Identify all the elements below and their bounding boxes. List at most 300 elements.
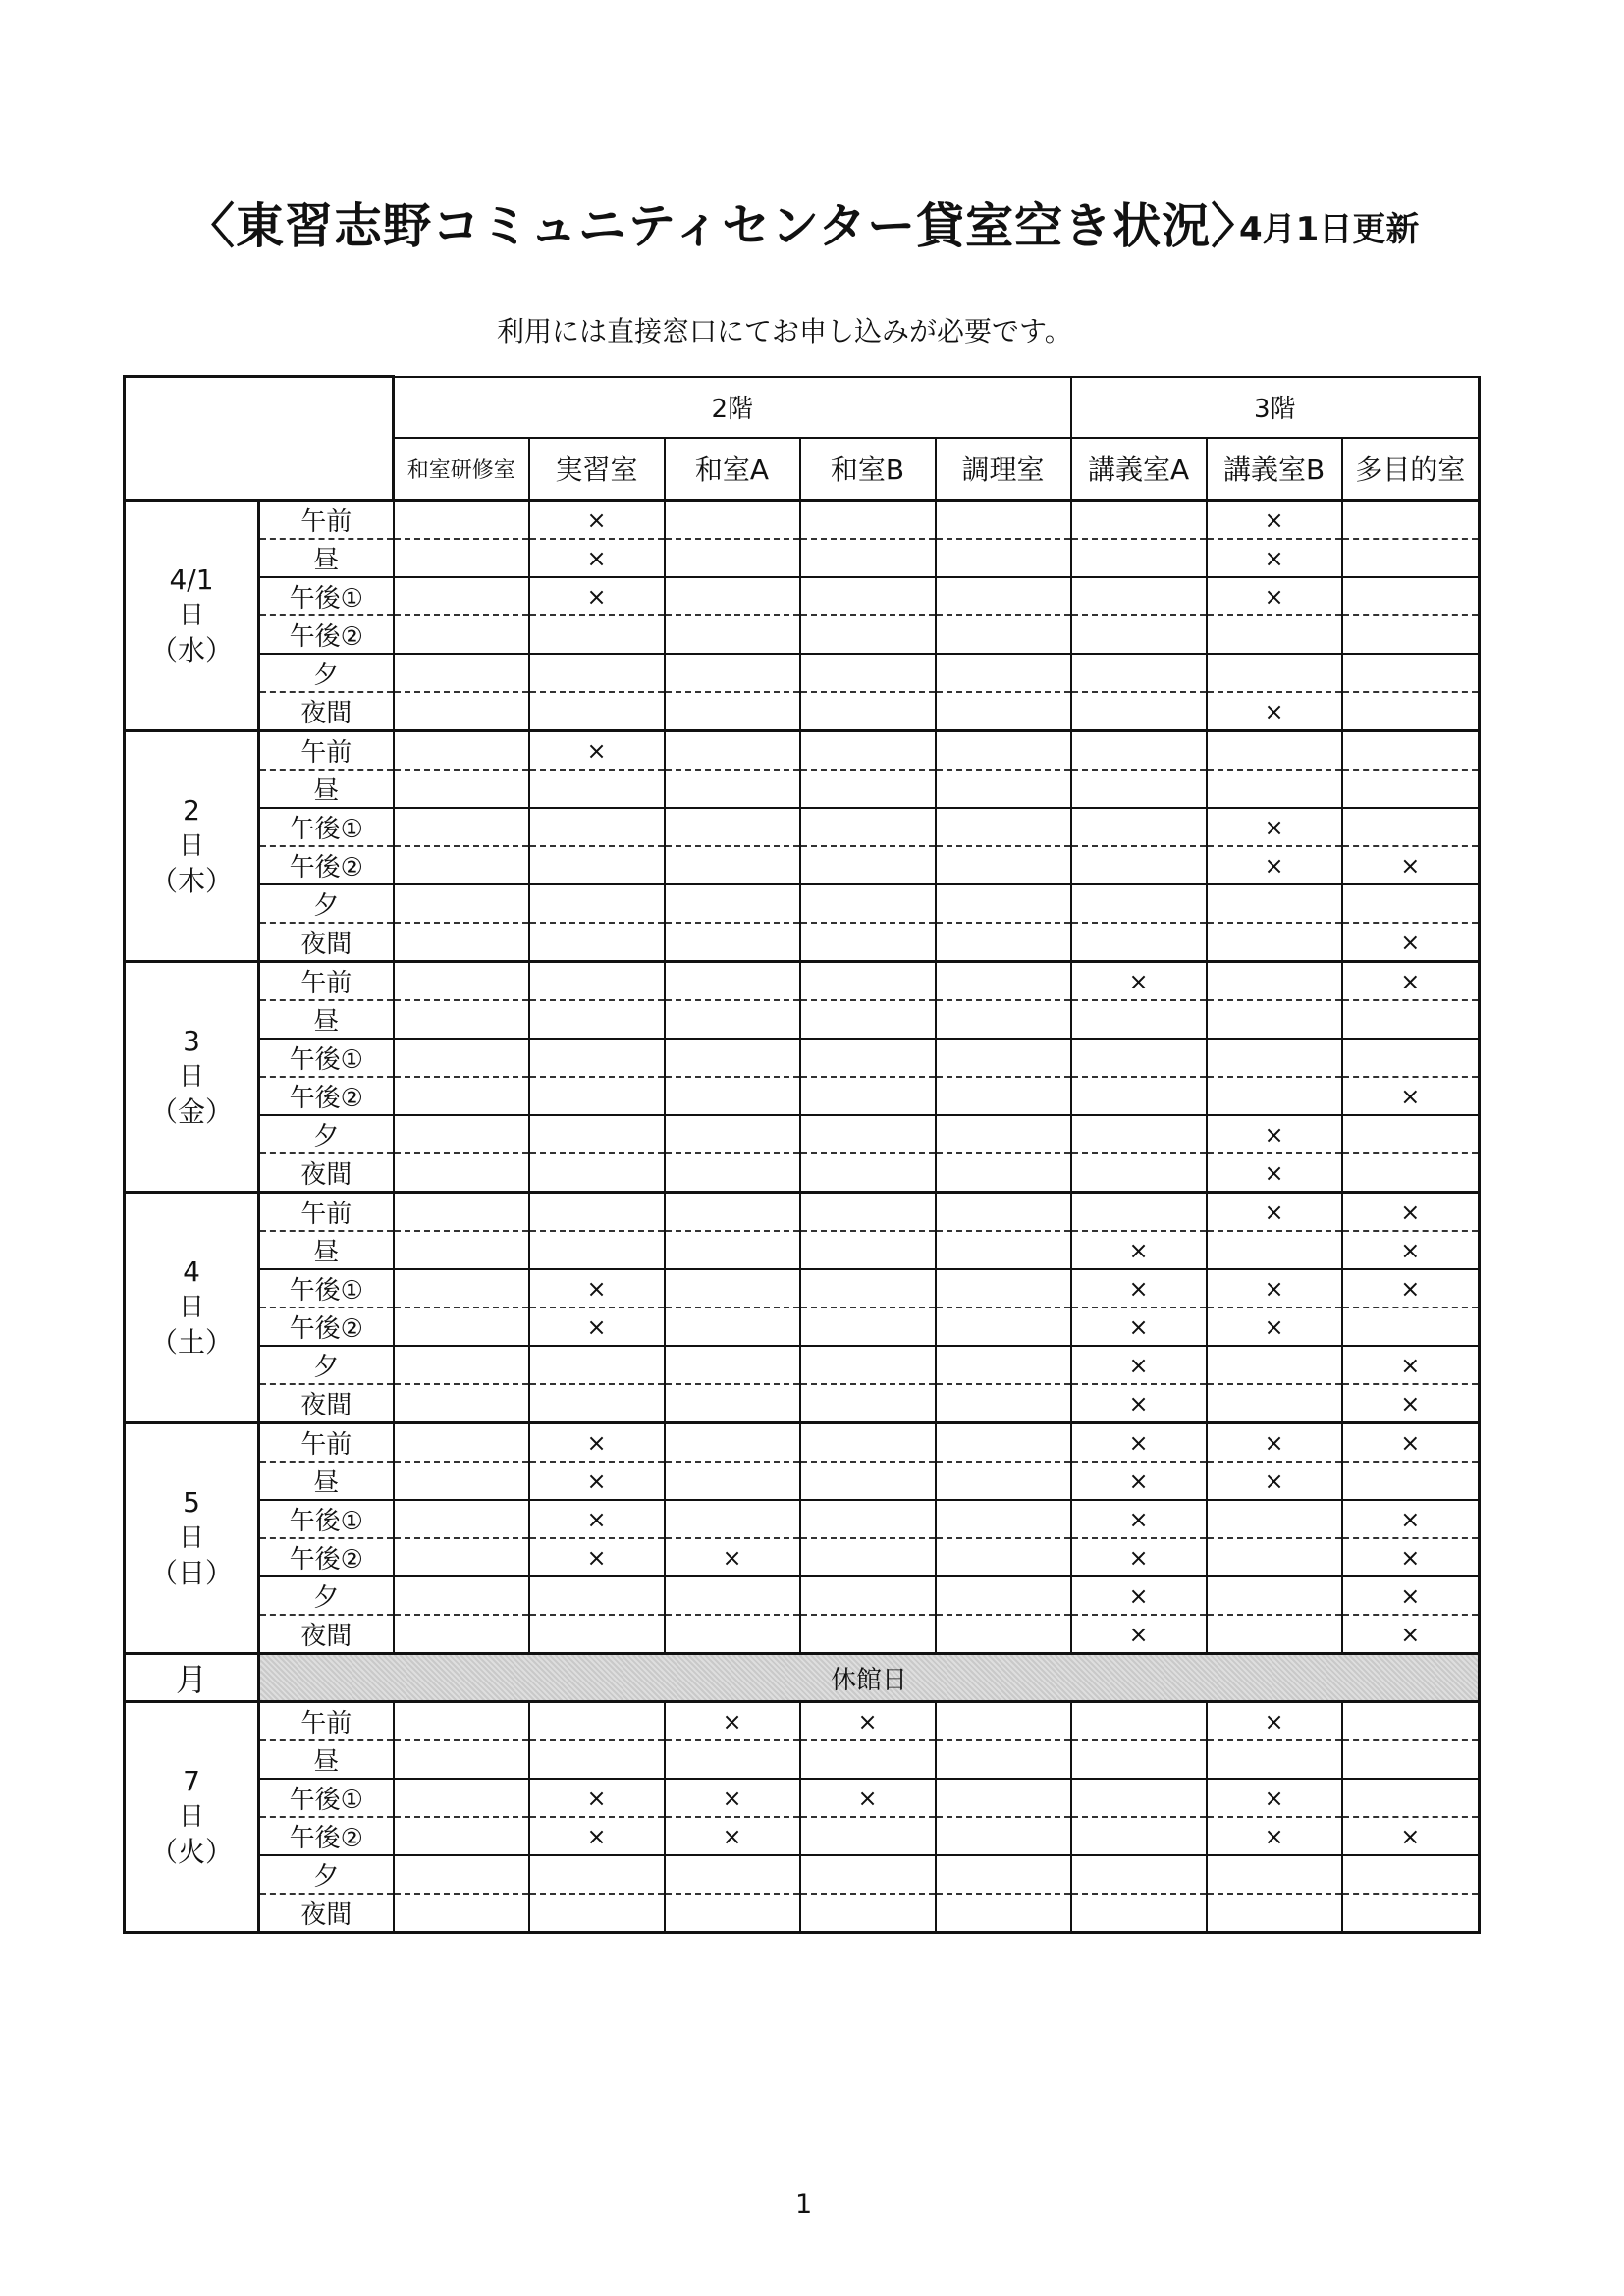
- slot-jisshu: [529, 1000, 665, 1039]
- slot-washitsu-b: [800, 1423, 936, 1463]
- slot-washitsu-kenshu: [394, 923, 529, 962]
- slot-jisshu: [529, 1576, 665, 1615]
- closed-day-label: 休館日: [259, 1654, 1480, 1702]
- period-label: 午後①: [259, 1500, 394, 1538]
- slot-chori: [936, 1269, 1071, 1308]
- period-label: 夕: [259, 654, 394, 692]
- booked-mark-jisshu: ×: [529, 1538, 665, 1576]
- slot-kogi-b: [1207, 1500, 1342, 1538]
- schedule-row: [125, 615, 1480, 654]
- slot-washitsu-b: [800, 1231, 936, 1269]
- booked-mark-jisshu: ×: [529, 577, 665, 615]
- slot-washitsu-a: [665, 1615, 800, 1654]
- slot-kogi-b: [1207, 1000, 1342, 1039]
- slot-washitsu-kenshu: [394, 1894, 529, 1933]
- floor-2-header: 2階: [394, 377, 1071, 438]
- booked-mark-tamokuteki: ×: [1342, 1077, 1480, 1115]
- day-date: 7: [183, 1765, 200, 1797]
- day-date: 4/1: [169, 563, 214, 596]
- schedule-row: [125, 654, 1480, 692]
- schedule-row: [125, 846, 1480, 884]
- slot-tamokuteki: [1342, 1740, 1480, 1779]
- slot-jisshu: [529, 884, 665, 923]
- slot-washitsu-a: [665, 1231, 800, 1269]
- period-label: 午前: [259, 731, 394, 771]
- slot-kogi-b: [1207, 923, 1342, 962]
- slot-washitsu-kenshu: [394, 731, 529, 771]
- slot-chori: [936, 1817, 1071, 1855]
- booked-mark-jisshu: ×: [529, 1269, 665, 1308]
- day-weekday: （金）: [149, 1095, 233, 1128]
- slot-washitsu-a: [665, 1077, 800, 1115]
- booked-mark-jisshu: ×: [529, 1779, 665, 1817]
- slot-tamokuteki: [1342, 1308, 1480, 1346]
- slot-chori: [936, 654, 1071, 692]
- slot-tamokuteki: [1342, 1153, 1480, 1193]
- slot-washitsu-b: [800, 1576, 936, 1615]
- period-label: 昼: [259, 1740, 394, 1779]
- period-label: 午前: [259, 1193, 394, 1232]
- slot-kogi-a: [1071, 1894, 1207, 1933]
- schedule-row: [125, 1039, 1480, 1077]
- room-header-washitsu-kenshu: 和室研修室: [394, 438, 529, 501]
- slot-washitsu-a: [665, 1193, 800, 1232]
- room-header-tamokuteki: 多目的室: [1342, 438, 1480, 501]
- slot-kogi-a: [1071, 808, 1207, 846]
- slot-washitsu-a: [665, 1855, 800, 1894]
- booked-mark-kogi-b: ×: [1207, 692, 1342, 731]
- period-label: 午前: [259, 962, 394, 1001]
- booked-mark-washitsu-b: ×: [800, 1702, 936, 1741]
- period-label: 夕: [259, 1115, 394, 1153]
- slot-washitsu-a: [665, 1000, 800, 1039]
- slot-kogi-a: [1071, 577, 1207, 615]
- booked-mark-kogi-a: ×: [1071, 1576, 1207, 1615]
- slot-washitsu-kenshu: [394, 1423, 529, 1463]
- schedule-row: [125, 1894, 1480, 1933]
- slot-kogi-a: [1071, 692, 1207, 731]
- booked-mark-kogi-b: ×: [1207, 1308, 1342, 1346]
- booked-mark-kogi-a: ×: [1071, 1500, 1207, 1538]
- slot-washitsu-a: [665, 1153, 800, 1193]
- slot-washitsu-kenshu: [394, 1740, 529, 1779]
- slot-kogi-b: [1207, 884, 1342, 923]
- day-weekday: （日）: [149, 1557, 233, 1589]
- day-unit: 日: [178, 601, 204, 630]
- slot-washitsu-kenshu: [394, 1231, 529, 1269]
- booked-mark-kogi-a: ×: [1071, 1269, 1207, 1308]
- slot-washitsu-b: [800, 1193, 936, 1232]
- slot-chori: [936, 731, 1071, 771]
- slot-washitsu-kenshu: [394, 1779, 529, 1817]
- slot-jisshu: [529, 1346, 665, 1384]
- slot-washitsu-a: [665, 1894, 800, 1933]
- period-label: 夜間: [259, 692, 394, 731]
- slot-chori: [936, 1855, 1071, 1894]
- slot-kogi-a: [1071, 884, 1207, 923]
- slot-tamokuteki: [1342, 501, 1480, 540]
- slot-jisshu: [529, 1039, 665, 1077]
- schedule-row: [125, 1269, 1480, 1308]
- slot-washitsu-kenshu: [394, 770, 529, 808]
- slot-washitsu-b: [800, 1308, 936, 1346]
- slot-kogi-b: [1207, 1576, 1342, 1615]
- slot-chori: [936, 808, 1071, 846]
- slot-washitsu-kenshu: [394, 962, 529, 1001]
- slot-kogi-a: [1071, 1115, 1207, 1153]
- slot-kogi-a: [1071, 731, 1207, 771]
- period-label: 夕: [259, 1346, 394, 1384]
- slot-kogi-b: [1207, 654, 1342, 692]
- booked-mark-tamokuteki: ×: [1342, 1817, 1480, 1855]
- slot-washitsu-kenshu: [394, 654, 529, 692]
- slot-chori: [936, 1538, 1071, 1576]
- period-label: 昼: [259, 539, 394, 577]
- slot-kogi-a: [1071, 1779, 1207, 1817]
- slot-chori: [936, 884, 1071, 923]
- slot-jisshu: [529, 808, 665, 846]
- booked-mark-jisshu: ×: [529, 1308, 665, 1346]
- slot-washitsu-b: [800, 770, 936, 808]
- schedule-row: [125, 770, 1480, 808]
- slot-washitsu-kenshu: [394, 1153, 529, 1193]
- slot-chori: [936, 1039, 1071, 1077]
- period-label: 夜間: [259, 1384, 394, 1423]
- slot-washitsu-b: [800, 1077, 936, 1115]
- slot-washitsu-a: [665, 615, 800, 654]
- slot-chori: [936, 1462, 1071, 1500]
- schedule-row: [125, 539, 1480, 577]
- slot-washitsu-b: [800, 1740, 936, 1779]
- closed-day-row: [125, 1654, 1480, 1702]
- period-label: 夜間: [259, 1894, 394, 1933]
- slot-washitsu-a: [665, 577, 800, 615]
- booked-mark-kogi-a: ×: [1071, 1308, 1207, 1346]
- slot-kogi-b: [1207, 770, 1342, 808]
- period-label: 夜間: [259, 923, 394, 962]
- slot-kogi-a: [1071, 654, 1207, 692]
- slot-washitsu-a: [665, 1740, 800, 1779]
- slot-jisshu: [529, 923, 665, 962]
- day-weekday: （木）: [149, 865, 233, 897]
- slot-washitsu-b: [800, 577, 936, 615]
- period-label: 夜間: [259, 1615, 394, 1654]
- slot-kogi-a: [1071, 923, 1207, 962]
- slot-tamokuteki: [1342, 615, 1480, 654]
- booked-mark-kogi-b: ×: [1207, 1462, 1342, 1500]
- slot-washitsu-a: [665, 884, 800, 923]
- booked-mark-kogi-a: ×: [1071, 1615, 1207, 1654]
- period-label: 昼: [259, 770, 394, 808]
- slot-jisshu: [529, 1894, 665, 1933]
- slot-tamokuteki: [1342, 539, 1480, 577]
- room-header-washitsu-b: 和室B: [800, 438, 936, 501]
- schedule-row: [125, 1702, 1480, 1741]
- booked-mark-jisshu: ×: [529, 1462, 665, 1500]
- day-unit: 日: [178, 1293, 204, 1322]
- slot-washitsu-b: [800, 1538, 936, 1576]
- slot-washitsu-a: [665, 923, 800, 962]
- update-date: 4月1日更新: [1239, 210, 1420, 249]
- slot-washitsu-a: [665, 1384, 800, 1423]
- period-label: 夕: [259, 1855, 394, 1894]
- day-label-cell: [125, 1193, 259, 1423]
- day-label-cell: [125, 1702, 259, 1933]
- period-label: 午後①: [259, 1269, 394, 1308]
- slot-washitsu-kenshu: [394, 1077, 529, 1115]
- slot-washitsu-kenshu: [394, 1115, 529, 1153]
- slot-jisshu: [529, 1615, 665, 1654]
- booked-mark-tamokuteki: ×: [1342, 1615, 1480, 1654]
- schedule-row: [125, 1576, 1480, 1615]
- slot-chori: [936, 962, 1071, 1001]
- period-label: 午後②: [259, 1817, 394, 1855]
- booked-mark-kogi-a: ×: [1071, 1384, 1207, 1423]
- day-unit: 日: [178, 831, 204, 861]
- slot-jisshu: [529, 1702, 665, 1741]
- room-header-jisshu: 実習室: [529, 438, 665, 501]
- period-label: 午後①: [259, 808, 394, 846]
- slot-jisshu: [529, 1384, 665, 1423]
- booked-mark-kogi-b: ×: [1207, 1153, 1342, 1193]
- slot-kogi-a: [1071, 1077, 1207, 1115]
- slot-kogi-b: [1207, 1384, 1342, 1423]
- booked-mark-tamokuteki: ×: [1342, 1384, 1480, 1423]
- slot-washitsu-kenshu: [394, 501, 529, 540]
- day-date: 4: [183, 1255, 200, 1288]
- closed-day-month-label: 月: [125, 1654, 259, 1702]
- slot-jisshu: [529, 654, 665, 692]
- room-header-chori: 調理室: [936, 438, 1071, 501]
- schedule-row: [125, 1855, 1480, 1894]
- slot-washitsu-b: [800, 1615, 936, 1654]
- slot-tamokuteki: [1342, 1462, 1480, 1500]
- slot-washitsu-kenshu: [394, 1500, 529, 1538]
- slot-tamokuteki: [1342, 1702, 1480, 1741]
- period-label: 午後②: [259, 846, 394, 884]
- booked-mark-kogi-b: ×: [1207, 1423, 1342, 1463]
- slot-chori: [936, 577, 1071, 615]
- schedule-row: [125, 1423, 1480, 1463]
- period-label: 昼: [259, 1462, 394, 1500]
- slot-washitsu-a: [665, 1115, 800, 1153]
- booked-mark-jisshu: ×: [529, 731, 665, 771]
- booked-mark-kogi-b: ×: [1207, 1779, 1342, 1817]
- room-header-washitsu-a: 和室A: [665, 438, 800, 501]
- slot-washitsu-kenshu: [394, 1384, 529, 1423]
- slot-chori: [936, 1308, 1071, 1346]
- slot-washitsu-kenshu: [394, 884, 529, 923]
- day-date: 5: [183, 1486, 200, 1519]
- booked-mark-kogi-b: ×: [1207, 1193, 1342, 1232]
- schedule-row: [125, 1308, 1480, 1346]
- slot-chori: [936, 1500, 1071, 1538]
- slot-washitsu-b: [800, 1346, 936, 1384]
- slot-jisshu: [529, 1740, 665, 1779]
- slot-washitsu-b: [800, 654, 936, 692]
- period-label: 午後①: [259, 1039, 394, 1077]
- slot-washitsu-kenshu: [394, 1615, 529, 1654]
- slot-washitsu-kenshu: [394, 1193, 529, 1232]
- slot-washitsu-b: [800, 962, 936, 1001]
- period-label: 午後②: [259, 1308, 394, 1346]
- booked-mark-tamokuteki: ×: [1342, 962, 1480, 1001]
- slot-washitsu-a: [665, 846, 800, 884]
- slot-kogi-a: [1071, 1193, 1207, 1232]
- schedule-row: [125, 1615, 1480, 1654]
- slot-chori: [936, 1702, 1071, 1741]
- page-title: 〈東習志野コミュニティセンター貸室空き状況〉: [187, 198, 1261, 254]
- schedule-row: [125, 1000, 1480, 1039]
- schedule-row: [125, 1346, 1480, 1384]
- slot-kogi-a: [1071, 1039, 1207, 1077]
- booked-mark-jisshu: ×: [529, 1817, 665, 1855]
- slot-chori: [936, 1077, 1071, 1115]
- booked-mark-kogi-b: ×: [1207, 1269, 1342, 1308]
- slot-chori: [936, 923, 1071, 962]
- schedule-row: [125, 1779, 1480, 1817]
- slot-washitsu-a: [665, 1423, 800, 1463]
- slot-kogi-b: [1207, 1855, 1342, 1894]
- slot-chori: [936, 846, 1071, 884]
- slot-washitsu-a: [665, 1308, 800, 1346]
- booked-mark-tamokuteki: ×: [1342, 1269, 1480, 1308]
- slot-washitsu-a: [665, 1500, 800, 1538]
- slot-washitsu-kenshu: [394, 1576, 529, 1615]
- room-header-kogi-b: 講義室B: [1207, 438, 1342, 501]
- slot-chori: [936, 1894, 1071, 1933]
- slot-washitsu-a: [665, 1269, 800, 1308]
- slot-washitsu-kenshu: [394, 846, 529, 884]
- slot-kogi-a: [1071, 1740, 1207, 1779]
- slot-washitsu-kenshu: [394, 615, 529, 654]
- slot-kogi-a: [1071, 1153, 1207, 1193]
- slot-kogi-a: [1071, 501, 1207, 540]
- slot-tamokuteki: [1342, 1000, 1480, 1039]
- slot-chori: [936, 1576, 1071, 1615]
- slot-chori: [936, 1193, 1071, 1232]
- slot-kogi-a: [1071, 1817, 1207, 1855]
- period-label: 午前: [259, 501, 394, 540]
- schedule-row: [125, 692, 1480, 731]
- slot-washitsu-a: [665, 692, 800, 731]
- slot-jisshu: [529, 615, 665, 654]
- slot-kogi-b: [1207, 1346, 1342, 1384]
- booked-mark-washitsu-a: ×: [665, 1779, 800, 1817]
- schedule-row: [125, 1538, 1480, 1576]
- slot-kogi-a: [1071, 846, 1207, 884]
- slot-washitsu-b: [800, 731, 936, 771]
- slot-washitsu-b: [800, 1115, 936, 1153]
- booked-mark-tamokuteki: ×: [1342, 1538, 1480, 1576]
- slot-chori: [936, 1615, 1071, 1654]
- slot-chori: [936, 1779, 1071, 1817]
- slot-chori: [936, 1423, 1071, 1463]
- day-unit: 日: [178, 1523, 204, 1553]
- booked-mark-kogi-b: ×: [1207, 1817, 1342, 1855]
- booked-mark-washitsu-a: ×: [665, 1538, 800, 1576]
- slot-chori: [936, 1384, 1071, 1423]
- booked-mark-kogi-b: ×: [1207, 1115, 1342, 1153]
- booked-mark-kogi-b: ×: [1207, 846, 1342, 884]
- slot-washitsu-a: [665, 654, 800, 692]
- booked-mark-kogi-b: ×: [1207, 577, 1342, 615]
- slot-washitsu-kenshu: [394, 1702, 529, 1741]
- schedule-row: [125, 1384, 1480, 1423]
- slot-kogi-b: [1207, 962, 1342, 1001]
- slot-chori: [936, 1740, 1071, 1779]
- slot-washitsu-a: [665, 539, 800, 577]
- day-weekday: （土）: [149, 1326, 233, 1359]
- period-label: 午後①: [259, 577, 394, 615]
- slot-washitsu-b: [800, 692, 936, 731]
- slot-washitsu-a: [665, 1576, 800, 1615]
- slot-washitsu-kenshu: [394, 1817, 529, 1855]
- booked-mark-kogi-a: ×: [1071, 1346, 1207, 1384]
- slot-washitsu-kenshu: [394, 1346, 529, 1384]
- schedule-row: [125, 577, 1480, 615]
- booked-mark-kogi-b: ×: [1207, 1702, 1342, 1741]
- booked-mark-kogi-b: ×: [1207, 808, 1342, 846]
- slot-washitsu-b: [800, 539, 936, 577]
- slot-kogi-b: [1207, 1740, 1342, 1779]
- period-label: 午前: [259, 1702, 394, 1741]
- slot-washitsu-kenshu: [394, 1538, 529, 1576]
- booked-mark-kogi-b: ×: [1207, 501, 1342, 540]
- day-unit: 日: [178, 1062, 204, 1092]
- slot-kogi-b: [1207, 1538, 1342, 1576]
- schedule-row: [125, 1193, 1480, 1232]
- slot-washitsu-b: [800, 846, 936, 884]
- slot-washitsu-kenshu: [394, 1269, 529, 1308]
- period-label: 夕: [259, 1576, 394, 1615]
- slot-chori: [936, 539, 1071, 577]
- booked-mark-kogi-a: ×: [1071, 962, 1207, 1001]
- slot-kogi-b: [1207, 1039, 1342, 1077]
- booked-mark-tamokuteki: ×: [1342, 1576, 1480, 1615]
- slot-kogi-b: [1207, 731, 1342, 771]
- booked-mark-jisshu: ×: [529, 501, 665, 540]
- period-label: 午後②: [259, 615, 394, 654]
- booked-mark-kogi-a: ×: [1071, 1462, 1207, 1500]
- slot-washitsu-a: [665, 731, 800, 771]
- slot-chori: [936, 1000, 1071, 1039]
- period-label: 夕: [259, 884, 394, 923]
- booked-mark-kogi-a: ×: [1071, 1423, 1207, 1463]
- slot-kogi-a: [1071, 1000, 1207, 1039]
- slot-jisshu: [529, 1193, 665, 1232]
- booked-mark-tamokuteki: ×: [1342, 1500, 1480, 1538]
- booked-mark-kogi-a: ×: [1071, 1231, 1207, 1269]
- slot-chori: [936, 770, 1071, 808]
- slot-tamokuteki: [1342, 1779, 1480, 1817]
- day-unit: 日: [178, 1802, 204, 1832]
- slot-chori: [936, 501, 1071, 540]
- day-label-cell: [125, 501, 259, 731]
- slot-jisshu: [529, 1231, 665, 1269]
- floor-header-row: [125, 377, 1480, 438]
- slot-tamokuteki: [1342, 1039, 1480, 1077]
- slot-tamokuteki: [1342, 808, 1480, 846]
- schedule-body: [125, 501, 1480, 1933]
- slot-tamokuteki: [1342, 1894, 1480, 1933]
- slot-washitsu-b: [800, 923, 936, 962]
- schedule-row: [125, 962, 1480, 1001]
- slot-jisshu: [529, 1115, 665, 1153]
- period-label: 午後①: [259, 1779, 394, 1817]
- day-label-cell: [125, 1423, 259, 1654]
- page-number: 1: [795, 2189, 813, 2219]
